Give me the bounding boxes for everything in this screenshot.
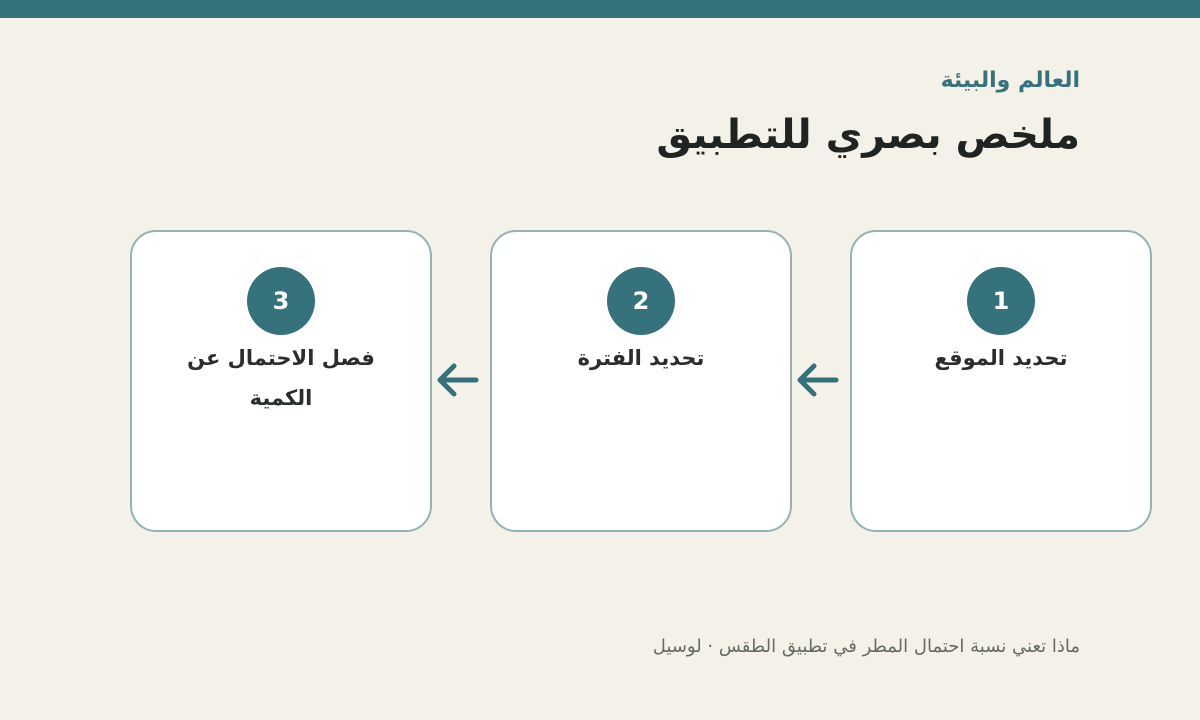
footer-caption: ماذا تعني نسبة احتمال المطر في تطبيق الطقس · لوسيل (652, 636, 1080, 657)
arrow-left-icon (796, 360, 840, 400)
step-card-3 (130, 230, 432, 532)
step-number-badge: 2 (607, 267, 675, 335)
step-number-badge: 1 (967, 267, 1035, 335)
arrow-left-icon (436, 360, 480, 400)
step-label: تحديد الفترة (577, 346, 705, 370)
top-accent-bar (0, 0, 1200, 18)
step-label: فصل الاحتمال عن الكمية (187, 346, 375, 410)
page-title: ملخص بصري للتطبيق (656, 112, 1080, 158)
step-label: تحديد الموقع (934, 346, 1068, 370)
step-card-2 (490, 230, 792, 532)
category-label: العالم والبيئة (940, 68, 1080, 93)
step-number-badge: 3 (247, 267, 315, 335)
step-card-1 (850, 230, 1152, 532)
